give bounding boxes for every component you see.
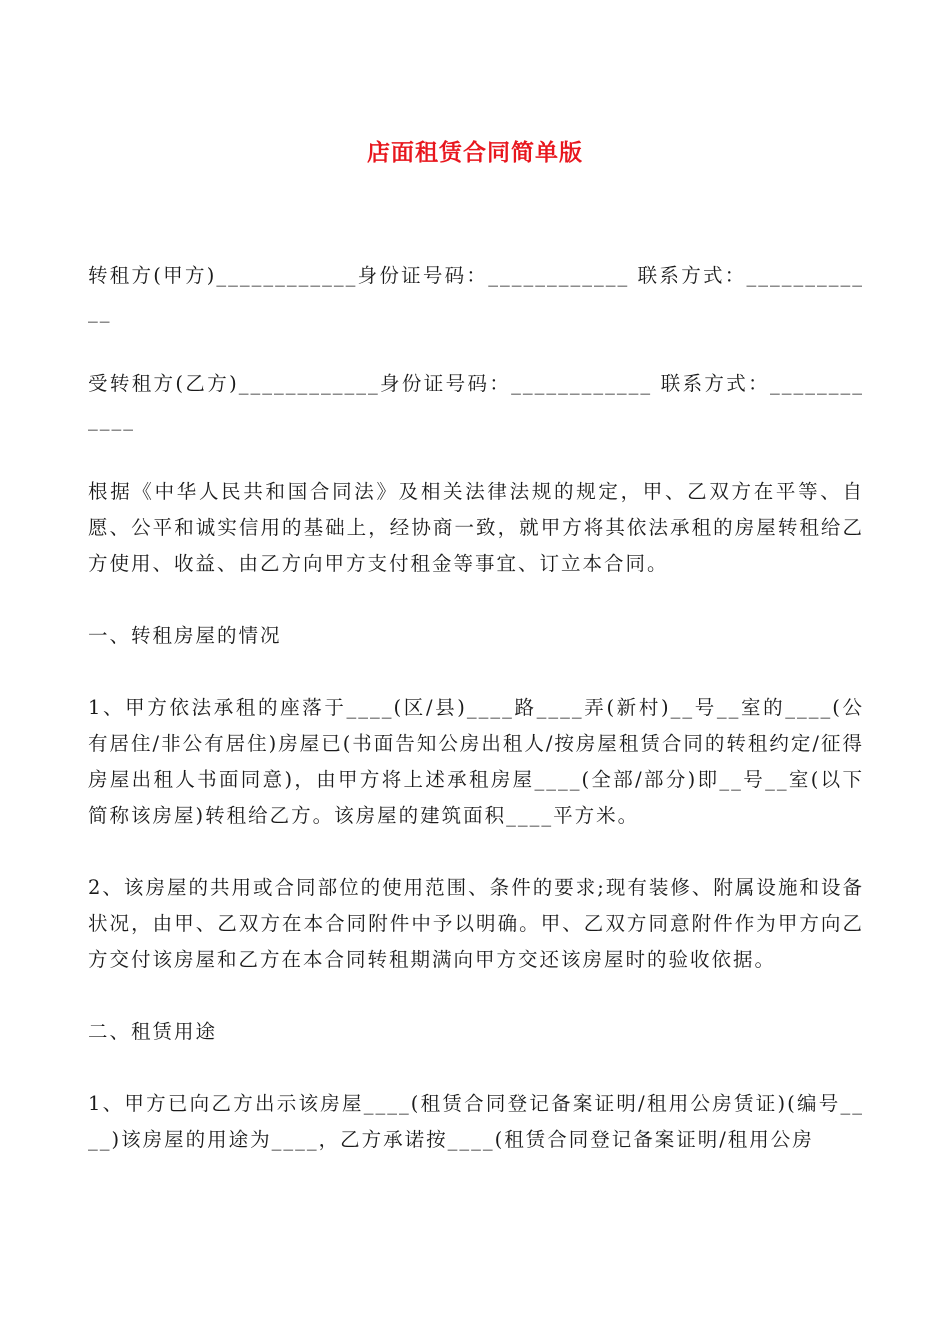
document-title: 店面租赁合同简单版 [367, 140, 583, 166]
preamble-paragraph: 根据《中华人民共和国合同法》及相关法律法规的规定，甲、乙双方在平等、自愿、公平和诚实信用的基础上，经协商一致，就甲方将其依法承租的房屋转租给乙方使用、收益、由乙方向甲方支付租金等事宜、订立本合同。 [88, 480, 864, 575]
clause-1-1: 1、甲方依法承租的座落于____(区/县)____路____弄(新村)__号__室的____(公有居住/非公有居住)房屋已(书面告知公房出租人/按房屋租赁合同的转租约定/征得房屋出租人书面同意)，由甲方将上述承租房屋____(全部/部分)即__号__室(以下简称该房屋)转租给乙方。该房屋的建筑面积____平方米。 [88, 696, 864, 827]
section-heading-2: 二、租赁用途 [88, 1020, 218, 1043]
lessor-party-line: 转租方(甲方)____________身份证号码：____________ 联系方式：____________ [88, 264, 864, 323]
lessee-party-line: 受转租方(乙方)____________身份证号码：____________ 联系方式：____________ [88, 372, 864, 431]
clause-2-1: 1、甲方已向乙方出示该房屋____(租赁合同登记备案证明/租用公房赁证)(编号____)该房屋的用途为____，乙方承诺按____(租赁合同登记备案证明/租用公房 [88, 1092, 864, 1151]
section-heading-1: 一、转租房屋的情况 [88, 624, 282, 647]
document-body [88, 258, 864, 1194]
clause-1-2: 2、该房屋的共用或合同部位的使用范围、条件的要求;现有装修、附属设施和设备状况，由甲、乙双方在本合同附件中予以明确。甲、乙双方同意附件作为甲方向乙方交付该房屋和乙方在本合同转租期满向甲方交还该房屋时的验收依据。 [88, 876, 864, 971]
